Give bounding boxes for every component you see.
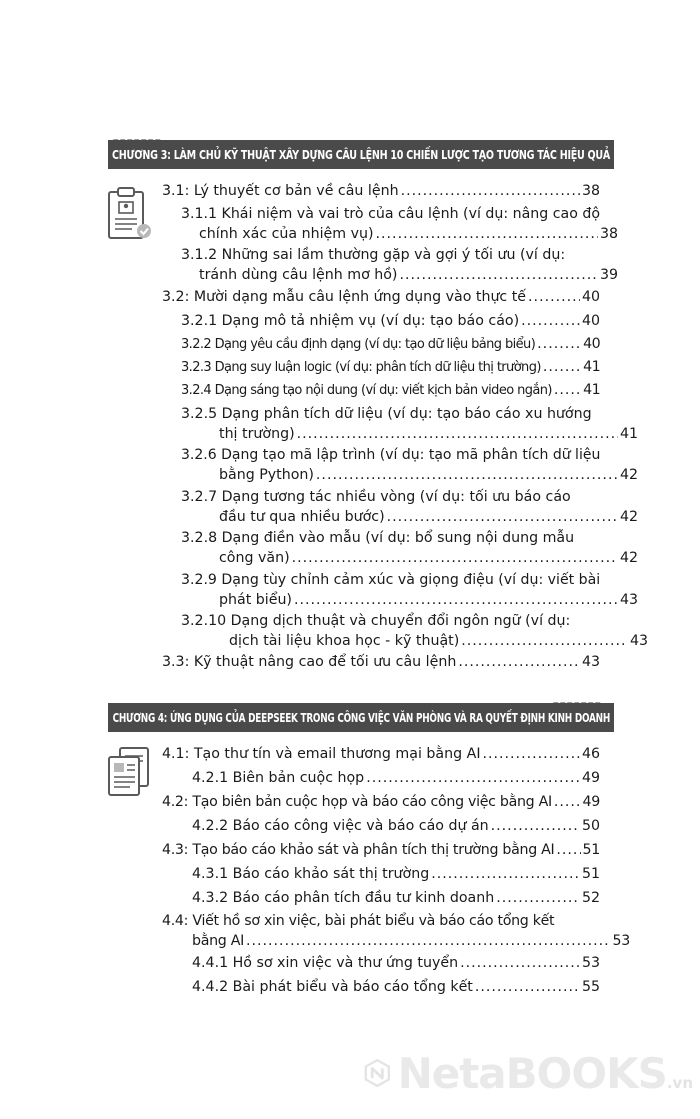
toc-entry[interactable]: 4.2.2 Báo cáo công việc và báo cáo dự án ..... 50 — [192, 816, 600, 836]
page-number: 41 — [619, 426, 638, 442]
toc-entry[interactable]: 4.3.2 Báo cáo phân tích đầu tư kinh doanh ..... 52 — [192, 888, 600, 908]
chapter-3-title: CHƯƠNG 3: LÀM CHỦ KỸ THUẬT XÂY DỰNG CÂU LỆNH 10 CHIẾN LƯỢC TẠO TƯƠNG TÁC HIỆU QUẢ — [112, 147, 611, 162]
page-number: 52 — [581, 890, 600, 906]
toc-entry[interactable]: 3.2.4 Dạng sáng tạo nội dung (ví dụ: viết kịch bản video ngắn) ..... 41 — [181, 380, 600, 401]
page-number: 49 — [581, 770, 600, 786]
toc-entry[interactable]: 4.4.2 Bài phát biểu và báo cáo tổng kết ..... 55 — [192, 977, 600, 997]
page-number: 51 — [581, 866, 600, 882]
toc-entry[interactable]: 3.2.2 Dạng yêu cầu định dạng (ví dụ: tạo dữ liệu bảng biểu) ..... 40 — [181, 334, 600, 355]
toc-entry[interactable]: 3.1: Lý thuyết cơ bản về câu lệnh ..... 38 — [162, 181, 600, 201]
toc-entry[interactable]: 3.2.8 Dạng điền vào mẫu (ví dụ: bổ sung nội dung mẫu công văn) ..... 42 — [181, 528, 600, 568]
decorative-stripes — [552, 691, 601, 695]
toc-entry[interactable]: 3.2: Mười dạng mẫu câu lệnh ứng dụng vào thực tế ..... 40 — [162, 287, 600, 307]
page-number: 55 — [581, 979, 600, 995]
watermark-suffix: .vn — [666, 1074, 693, 1092]
toc-entry[interactable]: 4.3.1 Báo cáo khảo sát thị trường ..... 51 — [192, 864, 600, 884]
page-number: 41 — [583, 382, 600, 398]
toc-entry[interactable]: 4.4: Viết hồ sơ xin việc, bài phát biểu và báo cáo tổng kết bằng AI ..... 53 — [162, 911, 600, 951]
toc-entry[interactable]: 3.2.5 Dạng phân tích dữ liệu (ví dụ: tạo báo cáo xu hướng thị trường) ..... 41 — [181, 404, 600, 444]
toc-entry[interactable]: 3.2.9 Dạng tùy chỉnh cảm xúc và giọng điệu (ví dụ: viết bài phát biểu) ..... 43 — [181, 570, 600, 610]
toc-entry[interactable]: 4.4.1 Hồ sơ xin việc và thư ứng tuyển ..... 53 — [192, 953, 600, 973]
page-number: 42 — [619, 509, 638, 525]
toc-entry[interactable]: 3.2.3 Dạng suy luận logic (ví dụ: phân tích dữ liệu thị trường) ..... 41 — [181, 357, 600, 378]
toc-entry[interactable]: 3.2.10 Dạng dịch thuật và chuyển đổi ngôn ngữ (ví dụ: dịch tài liệu khoa học - kỹ thuật) ..... 43 — [181, 611, 600, 651]
toc-entry[interactable]: 4.2.1 Biên bản cuộc họp ..... 49 — [192, 768, 600, 788]
page-number: 40 — [581, 289, 600, 305]
page-number: 43 — [629, 633, 648, 649]
toc-entry[interactable]: 3.3: Kỹ thuật nâng cao để tối ưu câu lệnh ..... 43 — [162, 652, 600, 672]
page-number: 53 — [612, 933, 630, 949]
page-number: 39 — [599, 267, 618, 283]
watermark-logo — [363, 1040, 693, 1106]
page-number: 38 — [581, 183, 600, 199]
documents-icon — [106, 745, 154, 801]
page-number: 40 — [583, 336, 600, 352]
page-number: 51 — [582, 842, 600, 858]
chapter-4-title-bar — [108, 703, 614, 732]
page-number: 50 — [581, 818, 600, 834]
clipboard-check-icon — [106, 185, 154, 241]
page-number: 53 — [581, 955, 600, 971]
toc-entry[interactable]: 4.2: Tạo biên bản cuộc họp và báo cáo công việc bằng AI ..... 49 — [162, 792, 600, 812]
toc-entry[interactable]: 3.1.1 Khái niệm và vai trò của câu lệnh (ví dụ: nâng cao độ chính xác của nhiệm vụ) ..... 38 — [181, 204, 600, 244]
netabooks-logo-icon — [363, 1042, 392, 1104]
toc-entry[interactable]: 3.2.1 Dạng mô tả nhiệm vụ (ví dụ: tạo báo cáo) ..... 40 — [181, 311, 600, 331]
page-number: 38 — [599, 226, 618, 242]
chapter-4-title: CHƯƠNG 4: ỨNG DỤNG CỦA DEEPSEEK TRONG CÔNG VIỆC VĂN PHÒNG VÀ RA QUYẾT ĐỊNH KINH DOANH — [112, 710, 610, 725]
toc-entry[interactable]: 3.2.6 Dạng tạo mã lập trình (ví dụ: tạo mã phân tích dữ liệu bằng Python) ..... 42 — [181, 445, 600, 485]
page-number: 41 — [583, 359, 600, 375]
chapter-3-title-bar — [108, 140, 614, 169]
watermark-brand: NetaBOOKS — [397, 1048, 667, 1098]
page-number: 43 — [581, 654, 600, 670]
toc-entry[interactable]: 3.2.7 Dạng tương tác nhiều vòng (ví dụ: tối ưu báo cáo đầu tư qua nhiều bước) ..... 42 — [181, 487, 600, 527]
page-number: 40 — [581, 313, 600, 329]
page-number: 42 — [619, 550, 638, 566]
toc-entry[interactable]: 4.3: Tạo báo cáo khảo sát và phân tích thị trường bằng AI ..... 51 — [162, 840, 600, 860]
page-number: 49 — [582, 794, 600, 810]
toc-entry[interactable]: 3.1.2 Những sai lầm thường gặp và gợi ý tối ưu (ví dụ: tránh dùng câu lệnh mơ hồ) ..... 39 — [181, 245, 600, 285]
page-number: 43 — [619, 592, 638, 608]
decorative-stripes — [112, 128, 161, 132]
page-number: 42 — [619, 467, 638, 483]
page-number: 46 — [581, 746, 600, 762]
toc-entry[interactable]: 4.1: Tạo thư tín và email thương mại bằng AI ..... 46 — [162, 744, 600, 764]
